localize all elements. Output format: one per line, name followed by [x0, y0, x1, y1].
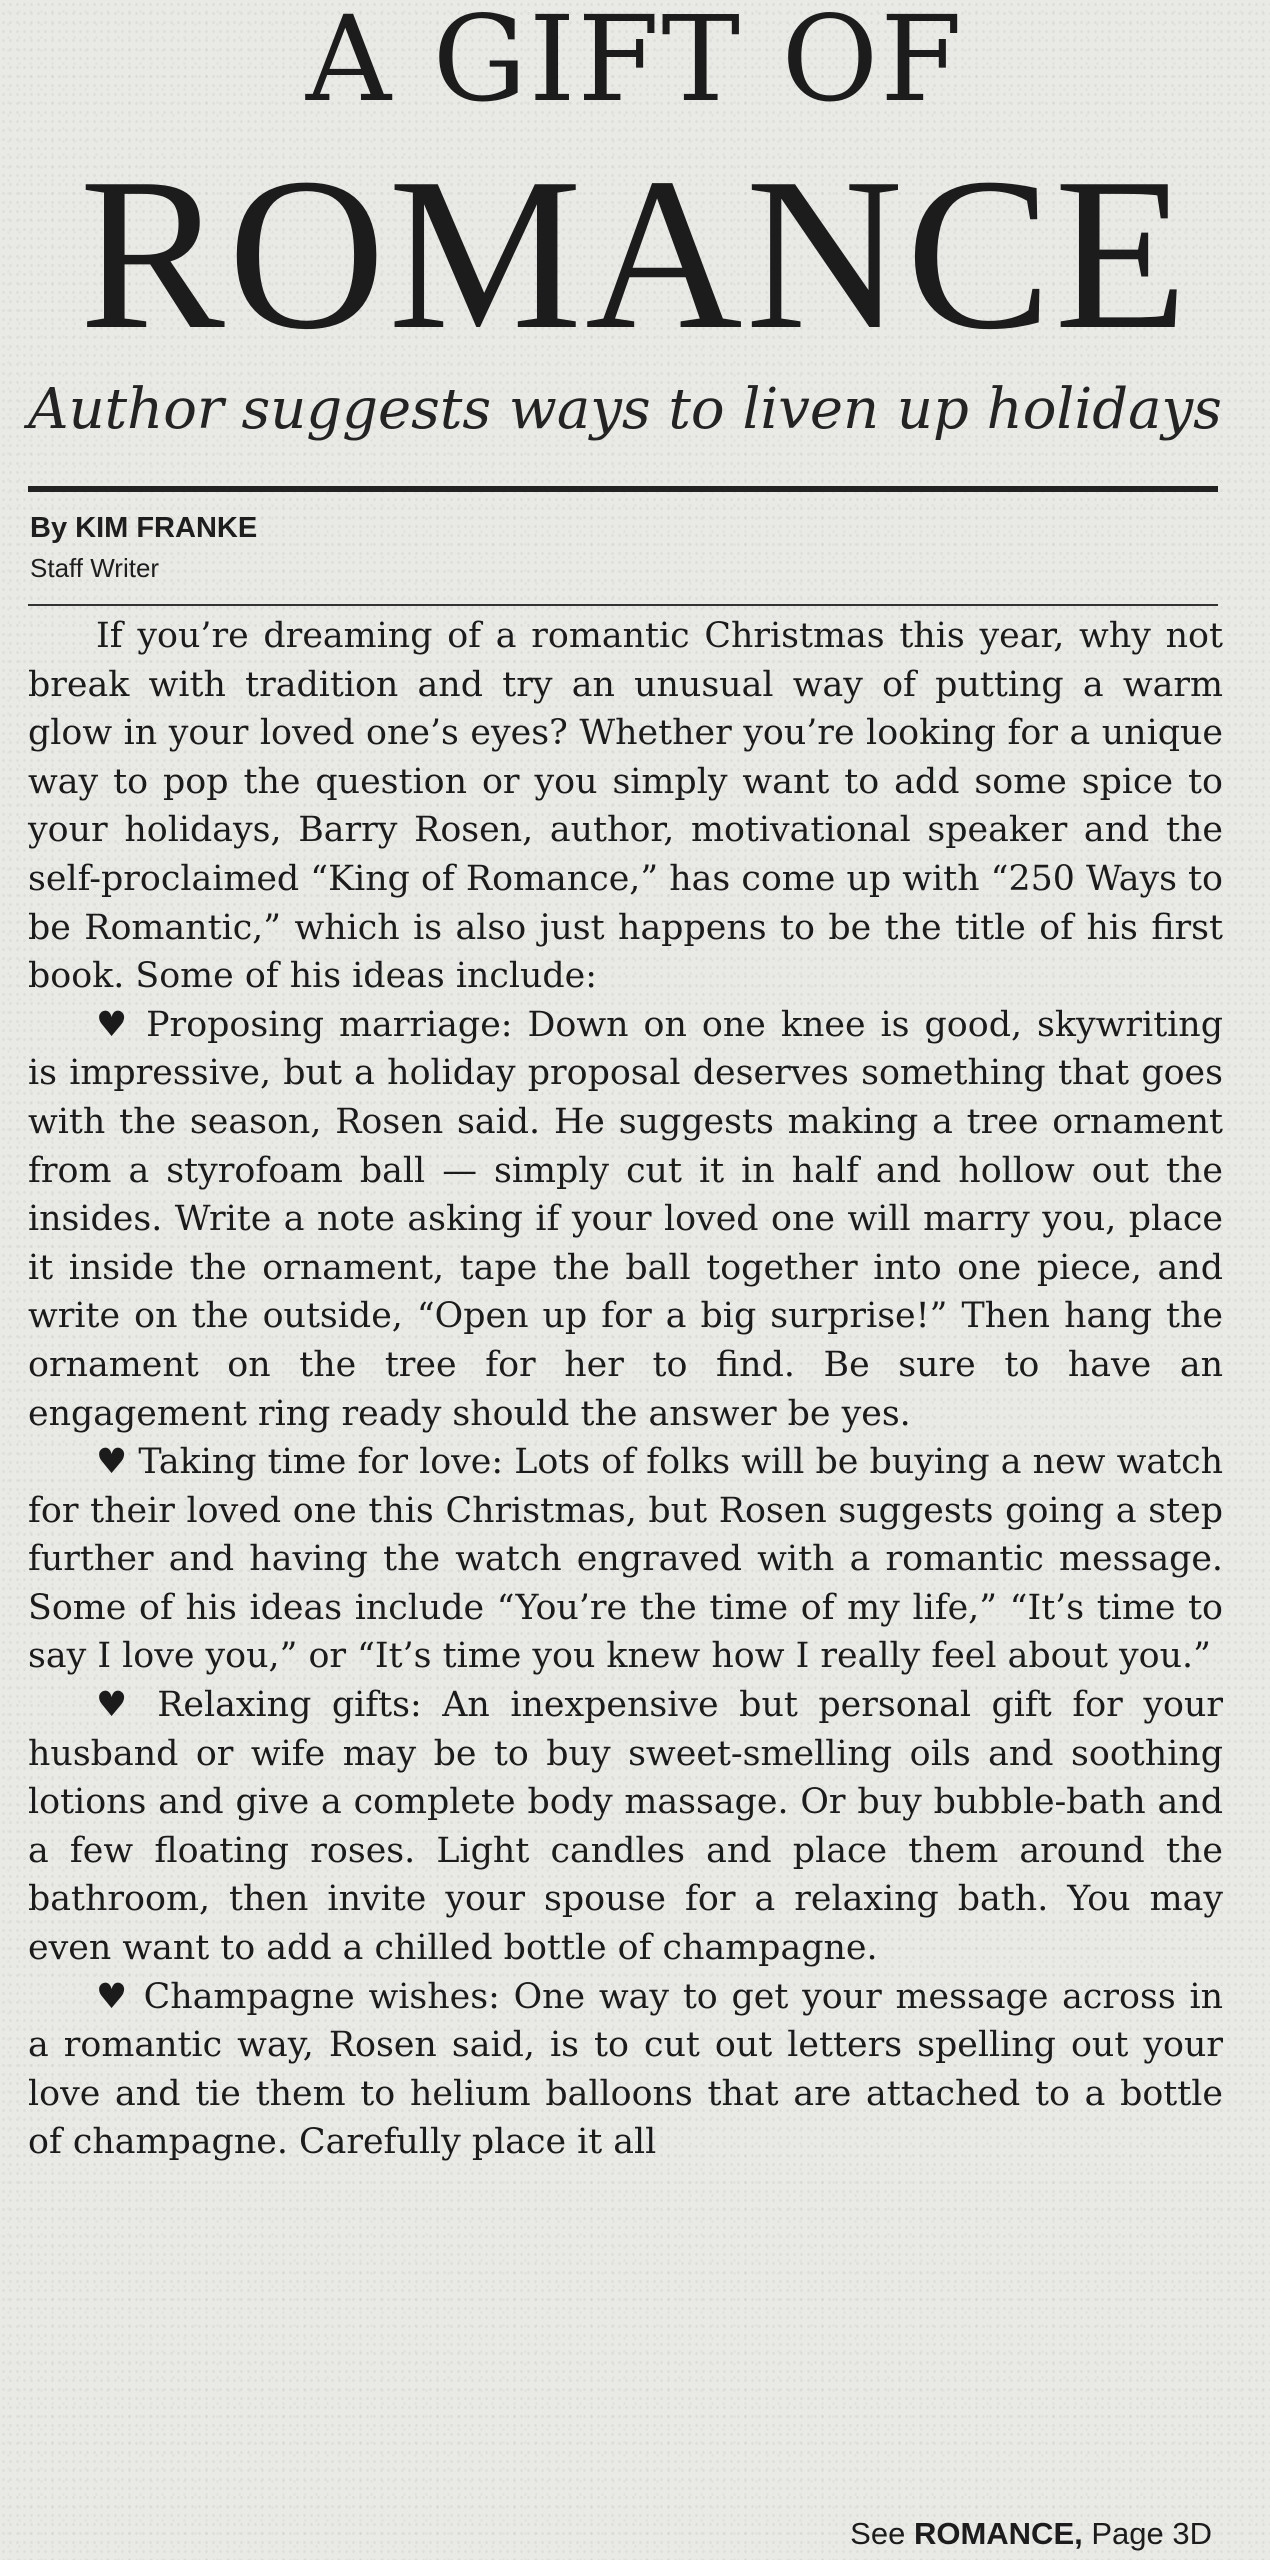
- heart-bullet-icon: ♥: [96, 1004, 132, 1045]
- article-body: [28, 612, 1223, 2167]
- tip-paragraph: [28, 1973, 1223, 2167]
- tip-paragraph: [28, 1438, 1223, 1681]
- tip-paragraph: [28, 1001, 1223, 1438]
- heart-bullet-icon: ♥: [96, 1442, 128, 1483]
- headline-line-2: ROMANCE: [79, 134, 1191, 375]
- jump-page: Page 3D: [1091, 2516, 1212, 2551]
- tip-paragraph: [28, 1681, 1223, 1973]
- continued-jump-line: [850, 2514, 1212, 2554]
- heart-bullet-icon: ♥: [96, 1685, 137, 1726]
- heart-bullet-icon: ♥: [96, 1976, 130, 2017]
- tip-text: Proposing marriage: Down on one knee is good, skywriting is impressive, but a holiday proposal deserves something that goes with the season, Rosen said. He suggests making a tree ornament from a styrofoam ball — simply cut it in half and hollow out the insides. Write a note asking if your loved one will marry you, place it inside the ornament, tape the ball together into one piece, and write on the outside, “Open up for a big surprise!” Then hang the ornament on the tree for her to find. Be sure to have an engagement ring ready should the answer be yes.: [28, 1004, 1223, 1434]
- tip-text: Champagne wishes: One way to get your message across in a romantic way, Rosen said, is to cut out letters spelling out your love and tie them to helium balloons that are attached to a bottle of champagne. Carefully place it all: [28, 1976, 1224, 2163]
- byline-author: By KIM FRANKE: [30, 512, 258, 544]
- subheadline-deck: Author suggests ways to liven up holidays: [28, 377, 1222, 442]
- jump-keyword: ROMANCE,: [913, 2516, 1083, 2551]
- jump-prefix: See: [850, 2516, 906, 2551]
- headline-line-1: A GIFT OF: [305, 0, 965, 128]
- byline-divider-rule: [28, 604, 1218, 606]
- headline-divider-rule: [28, 486, 1218, 492]
- byline-title: Staff Writer: [30, 553, 160, 583]
- intro-paragraph: If you’re dreaming of a romantic Christmas this year, why not break with tradition and try an unusual way of putting a warm glow in your loved one’s eyes? Whether you’re looking for a unique way to pop the question or you simply want to add some spice to your holidays, Barry Rosen, author, motivational speaker and the self-proclaimed “King of Romance,” has come up with “250 Ways to be Romantic,” which is also just happens to be the title of his first book. Some of his ideas include:: [28, 616, 1223, 997]
- tip-text: Relaxing gifts: An inexpensive but personal gift for your husband or wife may be to buy sweet-smelling oils and soothing lotions and give a complete body massage. Or buy bubble-bath and a few floating roses. Light candles and place them around the bathroom, then invite your spouse for a relaxing bath. You may even want to add a chilled bottle of champagne.: [28, 1685, 1223, 1969]
- tip-text: Taking time for love: Lots of folks will be buying a new watch for their loved one this Christmas, but Rosen suggests going a step further and having the watch engraved with a romantic message. Some of his ideas include “You’re the time of my life,” “It’s time to say I love you,” or “It’s time you knew how I really feel about you.”: [28, 1442, 1223, 1677]
